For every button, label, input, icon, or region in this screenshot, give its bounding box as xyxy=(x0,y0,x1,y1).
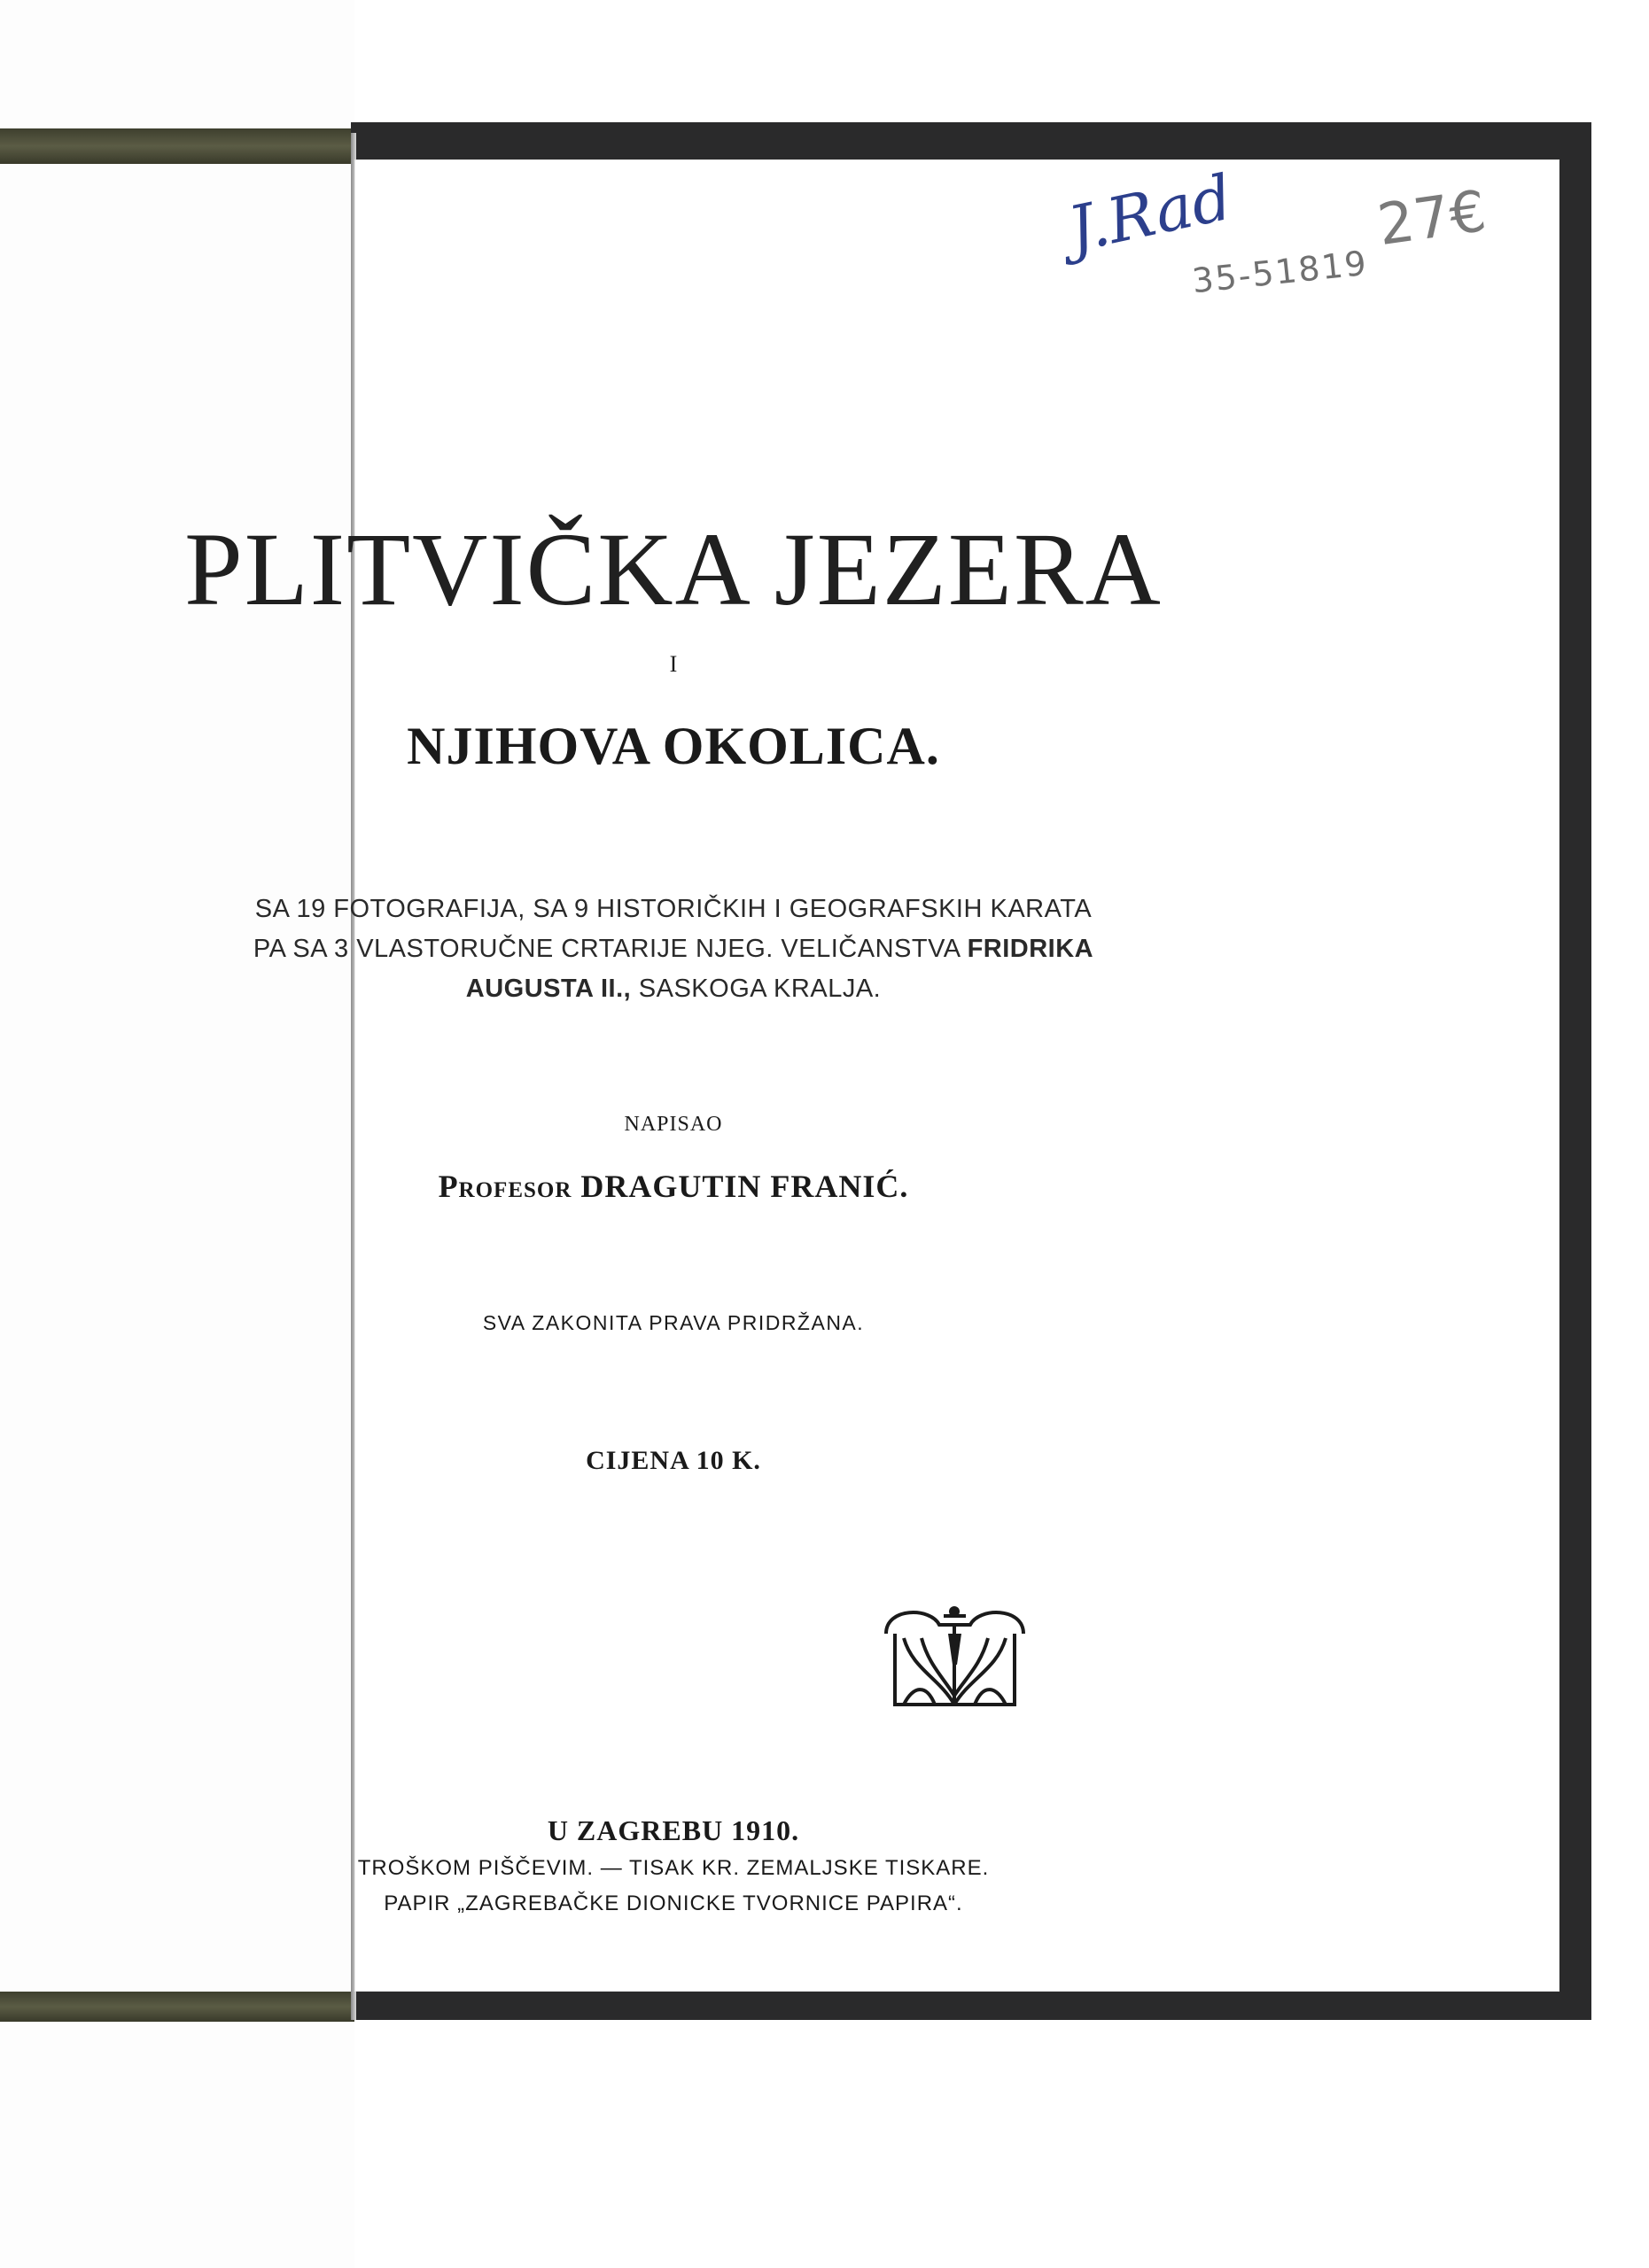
author-line xyxy=(71,1168,1276,1205)
description-line-3-text: SASKOGA KRALJA. xyxy=(631,975,882,1003)
description-line-2 xyxy=(71,935,1276,964)
imprint-printer: TROŠKOM PIŠČEVIM. — TISAK KR. ZEMALJSKE TISKARE. xyxy=(357,1856,990,1880)
book-cloth-band-top xyxy=(0,128,354,164)
art-nouveau-ornament xyxy=(877,1598,1032,1713)
handwritten-signature: J.Rad xyxy=(1062,160,1239,267)
price-label: CIJENA 10 K. xyxy=(586,1446,761,1475)
written-by-label: NAPISAO xyxy=(624,1113,723,1136)
title-conjunction: I xyxy=(669,651,678,677)
author-prefix: Profesor xyxy=(438,1169,572,1204)
book-subtitle: NJIHOVA OKOLICA. xyxy=(407,717,940,775)
handwritten-price-note: 27€ xyxy=(1373,178,1490,260)
description-line-1: SA 19 FOTOGRAFIJA, SA 9 HISTORIČKIH I GEOGRAFSKIH KARATA xyxy=(254,895,1093,923)
handwritten-inventory-number: 35-51819 xyxy=(1190,243,1370,301)
imprint-paper: PAPIR „ZAGREBAČKE DIONICKE TVORNICE PAPIRA“. xyxy=(384,1891,963,1915)
author-name: DRAGUTIN FRANIĆ. xyxy=(580,1169,909,1204)
description-line-2-bold: FRIDRIKA xyxy=(967,935,1094,963)
description-line-2-text: PA SA 3 VLASTORUČNE CRTARIJE NJEG. VELIČANSTVA xyxy=(253,935,968,963)
description-line-3-bold: AUGUSTA II., xyxy=(465,975,632,1003)
description-line-3 xyxy=(71,975,1276,1004)
book-cloth-band-bottom xyxy=(0,1992,354,2022)
rights-notice: SVA ZAKONITA PRAVA PRIDRŽANA. xyxy=(482,1311,865,1334)
book-title: PLITVIČKA JEZERA xyxy=(184,511,1163,627)
title-page xyxy=(184,159,1560,1992)
imprint-place-year: U ZAGREBU 1910. xyxy=(547,1814,800,1846)
